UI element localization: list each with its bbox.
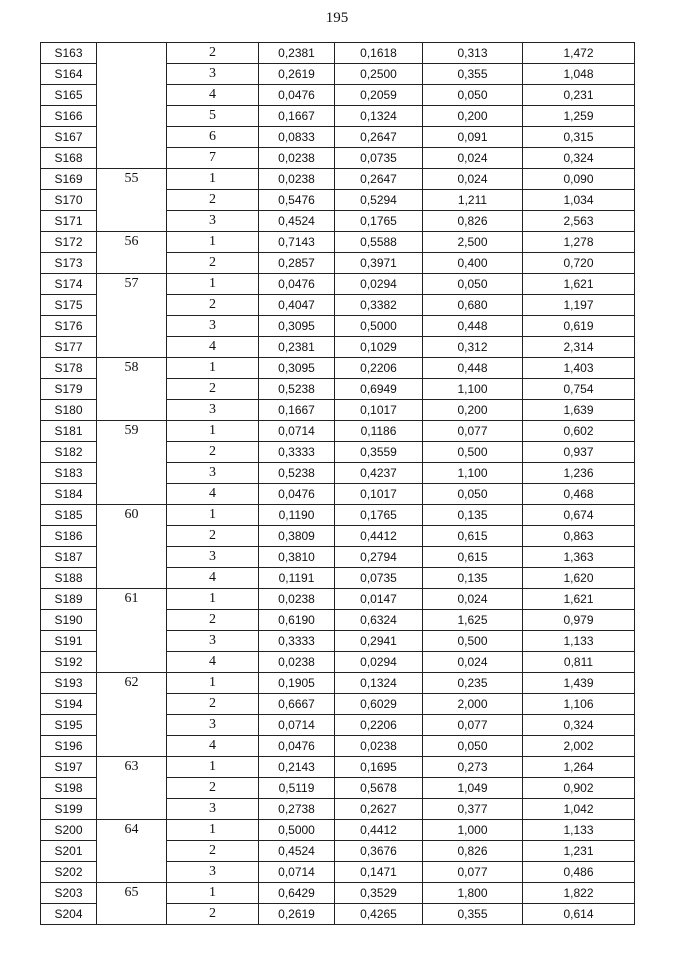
- value-cell: 1,621: [523, 274, 635, 295]
- value-cell: 1,133: [523, 820, 635, 841]
- group-number-cell: 65: [97, 883, 167, 925]
- sample-id-cell: S170: [41, 190, 97, 211]
- value-cell: 1,133: [523, 631, 635, 652]
- value-cell: 0,500: [423, 631, 523, 652]
- value-cell: 0,0714: [259, 421, 335, 442]
- value-cell: 0,1618: [335, 43, 423, 64]
- sample-id-cell: S176: [41, 316, 97, 337]
- sample-id-cell: S166: [41, 106, 97, 127]
- value-cell: 0,6949: [335, 379, 423, 400]
- sample-id-cell: S203: [41, 883, 97, 904]
- value-cell: 1,259: [523, 106, 635, 127]
- value-cell: 0,1186: [335, 421, 423, 442]
- sample-id-cell: S178: [41, 358, 97, 379]
- sub-index-cell: 7: [167, 148, 259, 169]
- value-cell: 0,0476: [259, 85, 335, 106]
- value-cell: 0,1905: [259, 673, 335, 694]
- value-cell: 0,135: [423, 568, 523, 589]
- sample-id-cell: S185: [41, 505, 97, 526]
- sample-id-cell: S183: [41, 463, 97, 484]
- value-cell: 0,674: [523, 505, 635, 526]
- sub-index-cell: 2: [167, 190, 259, 211]
- value-cell: 0,200: [423, 400, 523, 421]
- value-cell: 2,500: [423, 232, 523, 253]
- value-cell: 0,0294: [335, 274, 423, 295]
- value-cell: 1,363: [523, 547, 635, 568]
- value-cell: 1,439: [523, 673, 635, 694]
- value-cell: 0,826: [423, 211, 523, 232]
- sub-index-cell: 3: [167, 211, 259, 232]
- value-cell: 0,050: [423, 274, 523, 295]
- sub-index-cell: 3: [167, 799, 259, 820]
- value-cell: 1,620: [523, 568, 635, 589]
- value-cell: 0,0735: [335, 568, 423, 589]
- value-cell: 0,3095: [259, 358, 335, 379]
- value-cell: 1,278: [523, 232, 635, 253]
- sub-index-cell: 1: [167, 169, 259, 190]
- value-cell: 0,680: [423, 295, 523, 316]
- value-cell: 0,2619: [259, 904, 335, 925]
- sample-id-cell: S186: [41, 526, 97, 547]
- value-cell: 0,754: [523, 379, 635, 400]
- group-number-cell: 61: [97, 589, 167, 673]
- value-cell: 1,625: [423, 610, 523, 631]
- value-cell: 0,2738: [259, 799, 335, 820]
- sample-id-cell: S163: [41, 43, 97, 64]
- sample-id-cell: S188: [41, 568, 97, 589]
- value-cell: 0,1324: [335, 673, 423, 694]
- sample-id-cell: S171: [41, 211, 97, 232]
- sample-id-cell: S180: [41, 400, 97, 421]
- value-cell: 2,563: [523, 211, 635, 232]
- sample-id-cell: S190: [41, 610, 97, 631]
- sample-id-cell: S167: [41, 127, 97, 148]
- value-cell: 0,0238: [335, 736, 423, 757]
- value-cell: 1,197: [523, 295, 635, 316]
- sub-index-cell: 2: [167, 442, 259, 463]
- value-cell: 0,324: [523, 715, 635, 736]
- sub-index-cell: 4: [167, 85, 259, 106]
- value-cell: 0,313: [423, 43, 523, 64]
- value-cell: 0,4237: [335, 463, 423, 484]
- sub-index-cell: 3: [167, 64, 259, 85]
- value-cell: 0,448: [423, 316, 523, 337]
- value-cell: 1,822: [523, 883, 635, 904]
- value-cell: 1,211: [423, 190, 523, 211]
- sub-index-cell: 1: [167, 421, 259, 442]
- group-number-cell: 62: [97, 673, 167, 757]
- value-cell: 1,639: [523, 400, 635, 421]
- value-cell: 0,6667: [259, 694, 335, 715]
- value-cell: 2,000: [423, 694, 523, 715]
- table-row: [41, 757, 635, 778]
- value-cell: 0,355: [423, 64, 523, 85]
- value-cell: 0,2206: [335, 715, 423, 736]
- value-cell: 0,5000: [259, 820, 335, 841]
- value-cell: 0,2206: [335, 358, 423, 379]
- table-body: [41, 43, 635, 925]
- group-number-cell: 55: [97, 169, 167, 232]
- value-cell: 0,2619: [259, 64, 335, 85]
- value-cell: 0,2794: [335, 547, 423, 568]
- value-cell: 0,5678: [335, 778, 423, 799]
- value-cell: 0,0476: [259, 484, 335, 505]
- sub-index-cell: 1: [167, 673, 259, 694]
- value-cell: 0,050: [423, 484, 523, 505]
- value-cell: 0,614: [523, 904, 635, 925]
- sample-id-cell: S200: [41, 820, 97, 841]
- value-cell: 0,1017: [335, 400, 423, 421]
- value-cell: 0,2857: [259, 253, 335, 274]
- value-cell: 1,048: [523, 64, 635, 85]
- sample-id-cell: S172: [41, 232, 97, 253]
- value-cell: 0,6190: [259, 610, 335, 631]
- value-cell: 0,091: [423, 127, 523, 148]
- sub-index-cell: 3: [167, 316, 259, 337]
- sample-id-cell: S201: [41, 841, 97, 862]
- value-cell: 0,3676: [335, 841, 423, 862]
- value-cell: 0,937: [523, 442, 635, 463]
- value-cell: 1,100: [423, 463, 523, 484]
- value-cell: 0,1191: [259, 568, 335, 589]
- value-cell: 0,4047: [259, 295, 335, 316]
- sub-index-cell: 1: [167, 589, 259, 610]
- sample-id-cell: S165: [41, 85, 97, 106]
- value-cell: 0,1190: [259, 505, 335, 526]
- value-cell: 0,355: [423, 904, 523, 925]
- value-cell: 0,4524: [259, 211, 335, 232]
- group-number-cell: 64: [97, 820, 167, 883]
- value-cell: 0,448: [423, 358, 523, 379]
- group-number-cell: 59: [97, 421, 167, 505]
- value-cell: 0,1667: [259, 106, 335, 127]
- sample-id-cell: S197: [41, 757, 97, 778]
- value-cell: 0,6029: [335, 694, 423, 715]
- sub-index-cell: 3: [167, 463, 259, 484]
- sample-id-cell: S182: [41, 442, 97, 463]
- value-cell: 0,4412: [335, 526, 423, 547]
- sample-id-cell: S181: [41, 421, 97, 442]
- sub-index-cell: 5: [167, 106, 259, 127]
- value-cell: 0,050: [423, 736, 523, 757]
- value-cell: 0,0238: [259, 652, 335, 673]
- value-cell: 0,2381: [259, 43, 335, 64]
- data-table: [40, 42, 635, 925]
- sample-id-cell: S189: [41, 589, 97, 610]
- value-cell: 0,273: [423, 757, 523, 778]
- table-row: [41, 274, 635, 295]
- sample-id-cell: S179: [41, 379, 97, 400]
- value-cell: 0,2627: [335, 799, 423, 820]
- sample-id-cell: S187: [41, 547, 97, 568]
- sample-id-cell: S192: [41, 652, 97, 673]
- value-cell: 0,3810: [259, 547, 335, 568]
- table-row: [41, 673, 635, 694]
- value-cell: 0,315: [523, 127, 635, 148]
- value-cell: 2,314: [523, 337, 635, 358]
- group-number-cell: 63: [97, 757, 167, 820]
- value-cell: 0,0238: [259, 169, 335, 190]
- value-cell: 0,3333: [259, 631, 335, 652]
- value-cell: 0,1324: [335, 106, 423, 127]
- sub-index-cell: 2: [167, 904, 259, 925]
- value-cell: 0,5119: [259, 778, 335, 799]
- sample-id-cell: S184: [41, 484, 97, 505]
- value-cell: 0,0833: [259, 127, 335, 148]
- sub-index-cell: 3: [167, 547, 259, 568]
- value-cell: 0,5000: [335, 316, 423, 337]
- group-number-cell: 60: [97, 505, 167, 589]
- value-cell: 0,0714: [259, 862, 335, 883]
- group-number-cell: 56: [97, 232, 167, 274]
- sub-index-cell: 3: [167, 715, 259, 736]
- sub-index-cell: 6: [167, 127, 259, 148]
- value-cell: 0,826: [423, 841, 523, 862]
- value-cell: 0,1765: [335, 505, 423, 526]
- value-cell: 0,1695: [335, 757, 423, 778]
- value-cell: 0,0476: [259, 274, 335, 295]
- value-cell: 0,024: [423, 169, 523, 190]
- sub-index-cell: 4: [167, 484, 259, 505]
- sample-id-cell: S175: [41, 295, 97, 316]
- sub-index-cell: 4: [167, 652, 259, 673]
- value-cell: 1,621: [523, 589, 635, 610]
- value-cell: 0,5238: [259, 379, 335, 400]
- sub-index-cell: 1: [167, 232, 259, 253]
- value-cell: 0,400: [423, 253, 523, 274]
- sub-index-cell: 3: [167, 400, 259, 421]
- value-cell: 0,231: [523, 85, 635, 106]
- sub-index-cell: 2: [167, 841, 259, 862]
- value-cell: 0,5588: [335, 232, 423, 253]
- value-cell: 0,2647: [335, 127, 423, 148]
- value-cell: 0,324: [523, 148, 635, 169]
- sub-index-cell: 3: [167, 631, 259, 652]
- value-cell: 0,615: [423, 526, 523, 547]
- table-row: [41, 589, 635, 610]
- value-cell: 0,2500: [335, 64, 423, 85]
- table-row: [41, 232, 635, 253]
- value-cell: 0,1765: [335, 211, 423, 232]
- value-cell: 1,800: [423, 883, 523, 904]
- sub-index-cell: 1: [167, 358, 259, 379]
- value-cell: 0,3809: [259, 526, 335, 547]
- value-cell: 0,3382: [335, 295, 423, 316]
- value-cell: 0,486: [523, 862, 635, 883]
- value-cell: 0,6429: [259, 883, 335, 904]
- sub-index-cell: 2: [167, 778, 259, 799]
- value-cell: 1,034: [523, 190, 635, 211]
- value-cell: 0,1667: [259, 400, 335, 421]
- sample-id-cell: S199: [41, 799, 97, 820]
- value-cell: 0,2941: [335, 631, 423, 652]
- value-cell: 0,3559: [335, 442, 423, 463]
- table-row: [41, 820, 635, 841]
- sample-id-cell: S204: [41, 904, 97, 925]
- value-cell: 0,0735: [335, 148, 423, 169]
- value-cell: 0,5476: [259, 190, 335, 211]
- sample-id-cell: S193: [41, 673, 97, 694]
- table-row: [41, 43, 635, 64]
- value-cell: 0,2381: [259, 337, 335, 358]
- sub-index-cell: 2: [167, 253, 259, 274]
- value-cell: 0,863: [523, 526, 635, 547]
- value-cell: 0,077: [423, 421, 523, 442]
- value-cell: 0,4412: [335, 820, 423, 841]
- value-cell: 0,024: [423, 589, 523, 610]
- value-cell: 0,200: [423, 106, 523, 127]
- sub-index-cell: 2: [167, 295, 259, 316]
- value-cell: 0,2143: [259, 757, 335, 778]
- value-cell: 1,106: [523, 694, 635, 715]
- value-cell: 1,264: [523, 757, 635, 778]
- value-cell: 0,811: [523, 652, 635, 673]
- sub-index-cell: 4: [167, 568, 259, 589]
- value-cell: 0,0147: [335, 589, 423, 610]
- sample-id-cell: S173: [41, 253, 97, 274]
- value-cell: 0,024: [423, 148, 523, 169]
- sub-index-cell: 1: [167, 820, 259, 841]
- value-cell: 0,7143: [259, 232, 335, 253]
- value-cell: 0,6324: [335, 610, 423, 631]
- value-cell: 0,0238: [259, 148, 335, 169]
- sub-index-cell: 2: [167, 610, 259, 631]
- sub-index-cell: 1: [167, 757, 259, 778]
- value-cell: 0,619: [523, 316, 635, 337]
- value-cell: 0,0714: [259, 715, 335, 736]
- sample-id-cell: S177: [41, 337, 97, 358]
- sample-id-cell: S168: [41, 148, 97, 169]
- value-cell: 1,049: [423, 778, 523, 799]
- value-cell: 0,090: [523, 169, 635, 190]
- value-cell: 0,024: [423, 652, 523, 673]
- group-number-cell: 57: [97, 274, 167, 358]
- value-cell: 0,377: [423, 799, 523, 820]
- value-cell: 0,4524: [259, 841, 335, 862]
- table-row: [41, 358, 635, 379]
- sample-id-cell: S191: [41, 631, 97, 652]
- value-cell: 0,902: [523, 778, 635, 799]
- group-number-cell: 58: [97, 358, 167, 421]
- sample-id-cell: S169: [41, 169, 97, 190]
- group-number-cell: [97, 43, 167, 169]
- value-cell: 1,231: [523, 841, 635, 862]
- sample-id-cell: S198: [41, 778, 97, 799]
- value-cell: 0,2059: [335, 85, 423, 106]
- value-cell: 0,3529: [335, 883, 423, 904]
- table-row: [41, 169, 635, 190]
- value-cell: 0,1471: [335, 862, 423, 883]
- page-number: 195: [325, 10, 349, 26]
- value-cell: 0,3095: [259, 316, 335, 337]
- sub-index-cell: 4: [167, 337, 259, 358]
- value-cell: 0,077: [423, 715, 523, 736]
- value-cell: 0,979: [523, 610, 635, 631]
- value-cell: 0,050: [423, 85, 523, 106]
- sample-id-cell: S196: [41, 736, 97, 757]
- sample-id-cell: S195: [41, 715, 97, 736]
- value-cell: 0,135: [423, 505, 523, 526]
- sample-id-cell: S202: [41, 862, 97, 883]
- value-cell: 0,602: [523, 421, 635, 442]
- value-cell: 1,042: [523, 799, 635, 820]
- sample-id-cell: S194: [41, 694, 97, 715]
- value-cell: 0,0294: [335, 652, 423, 673]
- sub-index-cell: 1: [167, 505, 259, 526]
- table-row: [41, 505, 635, 526]
- value-cell: 1,100: [423, 379, 523, 400]
- sub-index-cell: 2: [167, 43, 259, 64]
- value-cell: 2,002: [523, 736, 635, 757]
- table-row: [41, 421, 635, 442]
- value-cell: 0,500: [423, 442, 523, 463]
- value-cell: 0,4265: [335, 904, 423, 925]
- value-cell: 0,5294: [335, 190, 423, 211]
- sub-index-cell: 1: [167, 883, 259, 904]
- value-cell: 1,403: [523, 358, 635, 379]
- value-cell: 0,077: [423, 862, 523, 883]
- sub-index-cell: 2: [167, 526, 259, 547]
- sub-index-cell: 3: [167, 862, 259, 883]
- table-row: [41, 883, 635, 904]
- sub-index-cell: 2: [167, 379, 259, 400]
- value-cell: 0,1029: [335, 337, 423, 358]
- value-cell: 0,235: [423, 673, 523, 694]
- sub-index-cell: 2: [167, 694, 259, 715]
- value-cell: 0,468: [523, 484, 635, 505]
- value-cell: 0,0238: [259, 589, 335, 610]
- value-cell: 0,720: [523, 253, 635, 274]
- sub-index-cell: 4: [167, 736, 259, 757]
- value-cell: 0,3333: [259, 442, 335, 463]
- value-cell: 0,1017: [335, 484, 423, 505]
- value-cell: 0,2647: [335, 169, 423, 190]
- sub-index-cell: 1: [167, 274, 259, 295]
- value-cell: 1,472: [523, 43, 635, 64]
- value-cell: 0,3971: [335, 253, 423, 274]
- value-cell: 0,0476: [259, 736, 335, 757]
- sample-id-cell: S164: [41, 64, 97, 85]
- value-cell: 0,312: [423, 337, 523, 358]
- value-cell: 1,236: [523, 463, 635, 484]
- sample-id-cell: S174: [41, 274, 97, 295]
- value-cell: 1,000: [423, 820, 523, 841]
- value-cell: 0,615: [423, 547, 523, 568]
- value-cell: 0,5238: [259, 463, 335, 484]
